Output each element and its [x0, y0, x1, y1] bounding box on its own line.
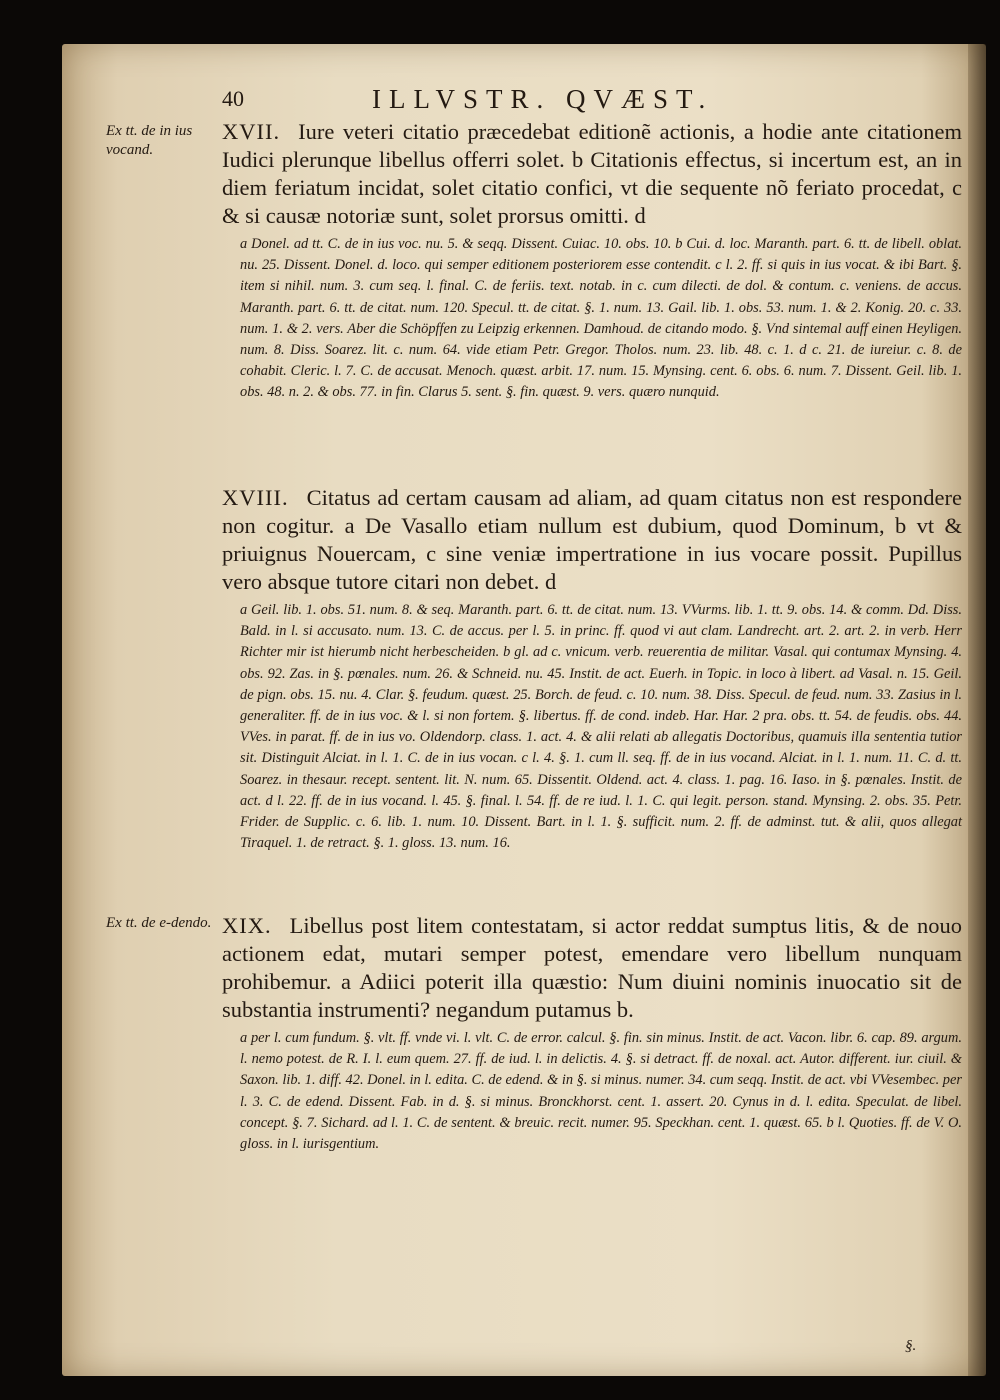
- section-footnotes: a Geil. lib. 1. obs. 51. num. 8. & seq. Maranth. part. 6. tt. de citat. num. 13. VVurms. lib. 1. tt. 9. obs. 14. & comm. Dd. Diss. Bald. in l. si accusato. num. 13. C. de accus. per l. 5. in princ. ff. quod vi aut clam. Landrecht. art. 2. art. 2. in verb. Herr Richter mir ist hierumb nicht herbescheiden. b gl. ad c. vnicum. verb. reuerentia de militar. Vasal. qui contumax Mynsing. 4. obs. 92. Zas. in §. pœnales. num. 26. & Schneid. nu. 45. Instit. de act. Euerh. in Topic. in loco à libert. ad Vasal. n. 15. Geil. de pign. obs. 15. nu. 4. Clar. §. feudum. quæst. 25. Borch. de feud. c. 10. num. 38. Diss. Specul. de feud. num. 33. Zasius in l. generaliter. ff. de in ius voc. & l. si non fortem. §. libertus. ff. de cond. indeb. Har. Har. 2 pra. obs. tt. 54. de feudis. obs. 44. VVes. in parat. ff. de in ius vo. Oldendorp. class. 1. act. 4. & alii relati ab allegatis Doctoribus, quamuis illa sententia tutior sit. Distinguit Alciat. in l. 1. C. de in ius vocan. c l. 4. §. 1. cum ll. seq. ff. de in ius vocand. Alciat. in l. 1. num. 11. C. d. tt. Soarez. in thesaur. recept. sentent. lit. N. num. 65. Dissentit. Oldend. act. 4. class. 1. pag. 16. Iaso. in §. pœnales. Instit. de act. d l. 22. ff. de in ius vocand. l. 45. §. final. l. 54. ff. de re iud. l. 1. C. qui legit. person. stand. Mynsing. 2. obs. 35. Petr. Frider. de Supplic. c. 6. lib. 1. num. 10. Dissent. Bart. in l. 1. §. sufficit. num. 2. ff. de adminst. tut. & alii, quos allegat Tiraquel. 1. de retract. §. 1. gloss. 13. num. 16.: [240, 602, 962, 852]
- section-main-text: [222, 118, 962, 230]
- section-number: XIX.: [222, 913, 272, 938]
- section-body: Citatus ad certam causam ad aliam, ad quam citatus non est respondere non cogitur. a De Vasallo etiam nullum est dubium, quod Dominum, b vt & priuignus Nouercam, c sine veniæ impertratione in ius vocare possit. Pupillus vero absque tutore citari non debet. d: [222, 485, 962, 594]
- section-main-text: [222, 484, 962, 596]
- running-title: ILLVSTR. QVÆST.: [372, 84, 714, 114]
- section-number: XVIII.: [222, 485, 289, 510]
- section-body: Libellus post litem contestatam, si actor reddat sumptus litis, & de nouo actionem edat, mutari semper potest, emendare vero libellum nunquam prohibemur. a Adiici poterit illa quæstio: Num diuini nominis inuocatio sit de substantia instrumenti? negandum putamus b.: [222, 913, 962, 1022]
- section-main-text: [222, 912, 962, 1024]
- section-footnotes: a per l. cum fundum. §. vlt. ff. vnde vi. l. vlt. C. de error. calcul. §. fin. sin minus. Instit. de act. Vacon. libr. 6. cap. 89. argum. l. nemo potest. de R. I. l. eum quem. 27. ff. de iud. l. in delictis. 4. §. si detract. ff. de noxal. act. Autor. different. iur. ciuil. & Saxon. lib. 1. diff. 42. Donel. in l. edita. C. de edend. & in §. si minus. numer. 34. cum seqq. Instit. de act. vbi VVesembec. per l. 3. C. de edend. Dissent. Fab. in d. §. si minus. Bronckhorst. cent. 1. assert. 20. Cynus in d. l. edita. Speculat. de libel. concept. §. 7. Sichard. ad l. 1. C. de sentent. & breuic. recit. numer. 95. Speckhan. cent. 1. quæst. 65. b l. Quoties. ff. de V. O. gloss. in l. iurisgentium.: [240, 1030, 962, 1153]
- section-xviii: [222, 484, 962, 854]
- catchword: §.: [905, 1338, 917, 1354]
- section-xix: [222, 912, 962, 1155]
- running-header: [222, 86, 782, 120]
- page-number: 40: [222, 86, 244, 111]
- margin-note-de-edendo: Ex tt. de e-dendo.: [106, 915, 212, 931]
- section-body: Iure veteri citatio præcedebat editionẽ actionis, a hodie ante citationem Iudici plerunque libellus offerri solet. b Citationis effectus, si incertum est, an in diem feriatum incidat, solet citatio confici, vt die sequente nõ feriato procedat, c & si causæ notoriæ sunt, solet prorsus omitti. d: [222, 119, 962, 228]
- section-footnotes: a Donel. ad tt. C. de in ius voc. nu. 5. & seqq. Dissent. Cuiac. 10. obs. 10. b Cui. d. loc. Maranth. part. 6. tt. de libell. oblat. nu. 25. Dissent. Donel. d. loco. qui semper editionem posteriorem esse contendit. c l. 2. ff. si quis in ius vocat. & ibi Bart. §. item si nihil. num. 3. cum seq. l. final. C. de feriis. text. notab. in c. cum dilecti. de dol. & contum. c. veniens. de accus. Maranth. part. 6. tt. de citat. num. 120. Specul. tt. de citat. §. 1. num. 13. Gail. lib. 1. obs. 53. num. 1. & 2. Konig. 20. c. 33. num. 1. & 2. vers. Aber die Schöpffen zu Leipzig erkennen. Damhoud. de citando modo. §. Vnd sintemal auff einen Heyligen. num. 8. Diss. Soarez. lit. c. num. 64. vide etiam Petr. Gregor. Tholos. num. 23. lib. 48. c. 1. d c. 21. de iureiur. c. 8. de cohabit. Cleric. l. 7. C. de accusat. Menoch. quæst. arbit. 17. num. 15. Mynsing. cent. 6. obs. 6. num. 7. Dissent. Geil. lib. 1. obs. 48. n. 2. & obs. 77. in fin. Clarus 5. sent. §. fin. quæst. 9. vers. quæro nunquid.: [240, 236, 962, 401]
- page-gutter-shadow: [968, 44, 986, 1376]
- section-xvii: [222, 118, 962, 404]
- margin-note-in-ius-vocand: Ex tt. de in ius vocand.: [106, 123, 193, 158]
- section-number: XVII.: [222, 119, 281, 144]
